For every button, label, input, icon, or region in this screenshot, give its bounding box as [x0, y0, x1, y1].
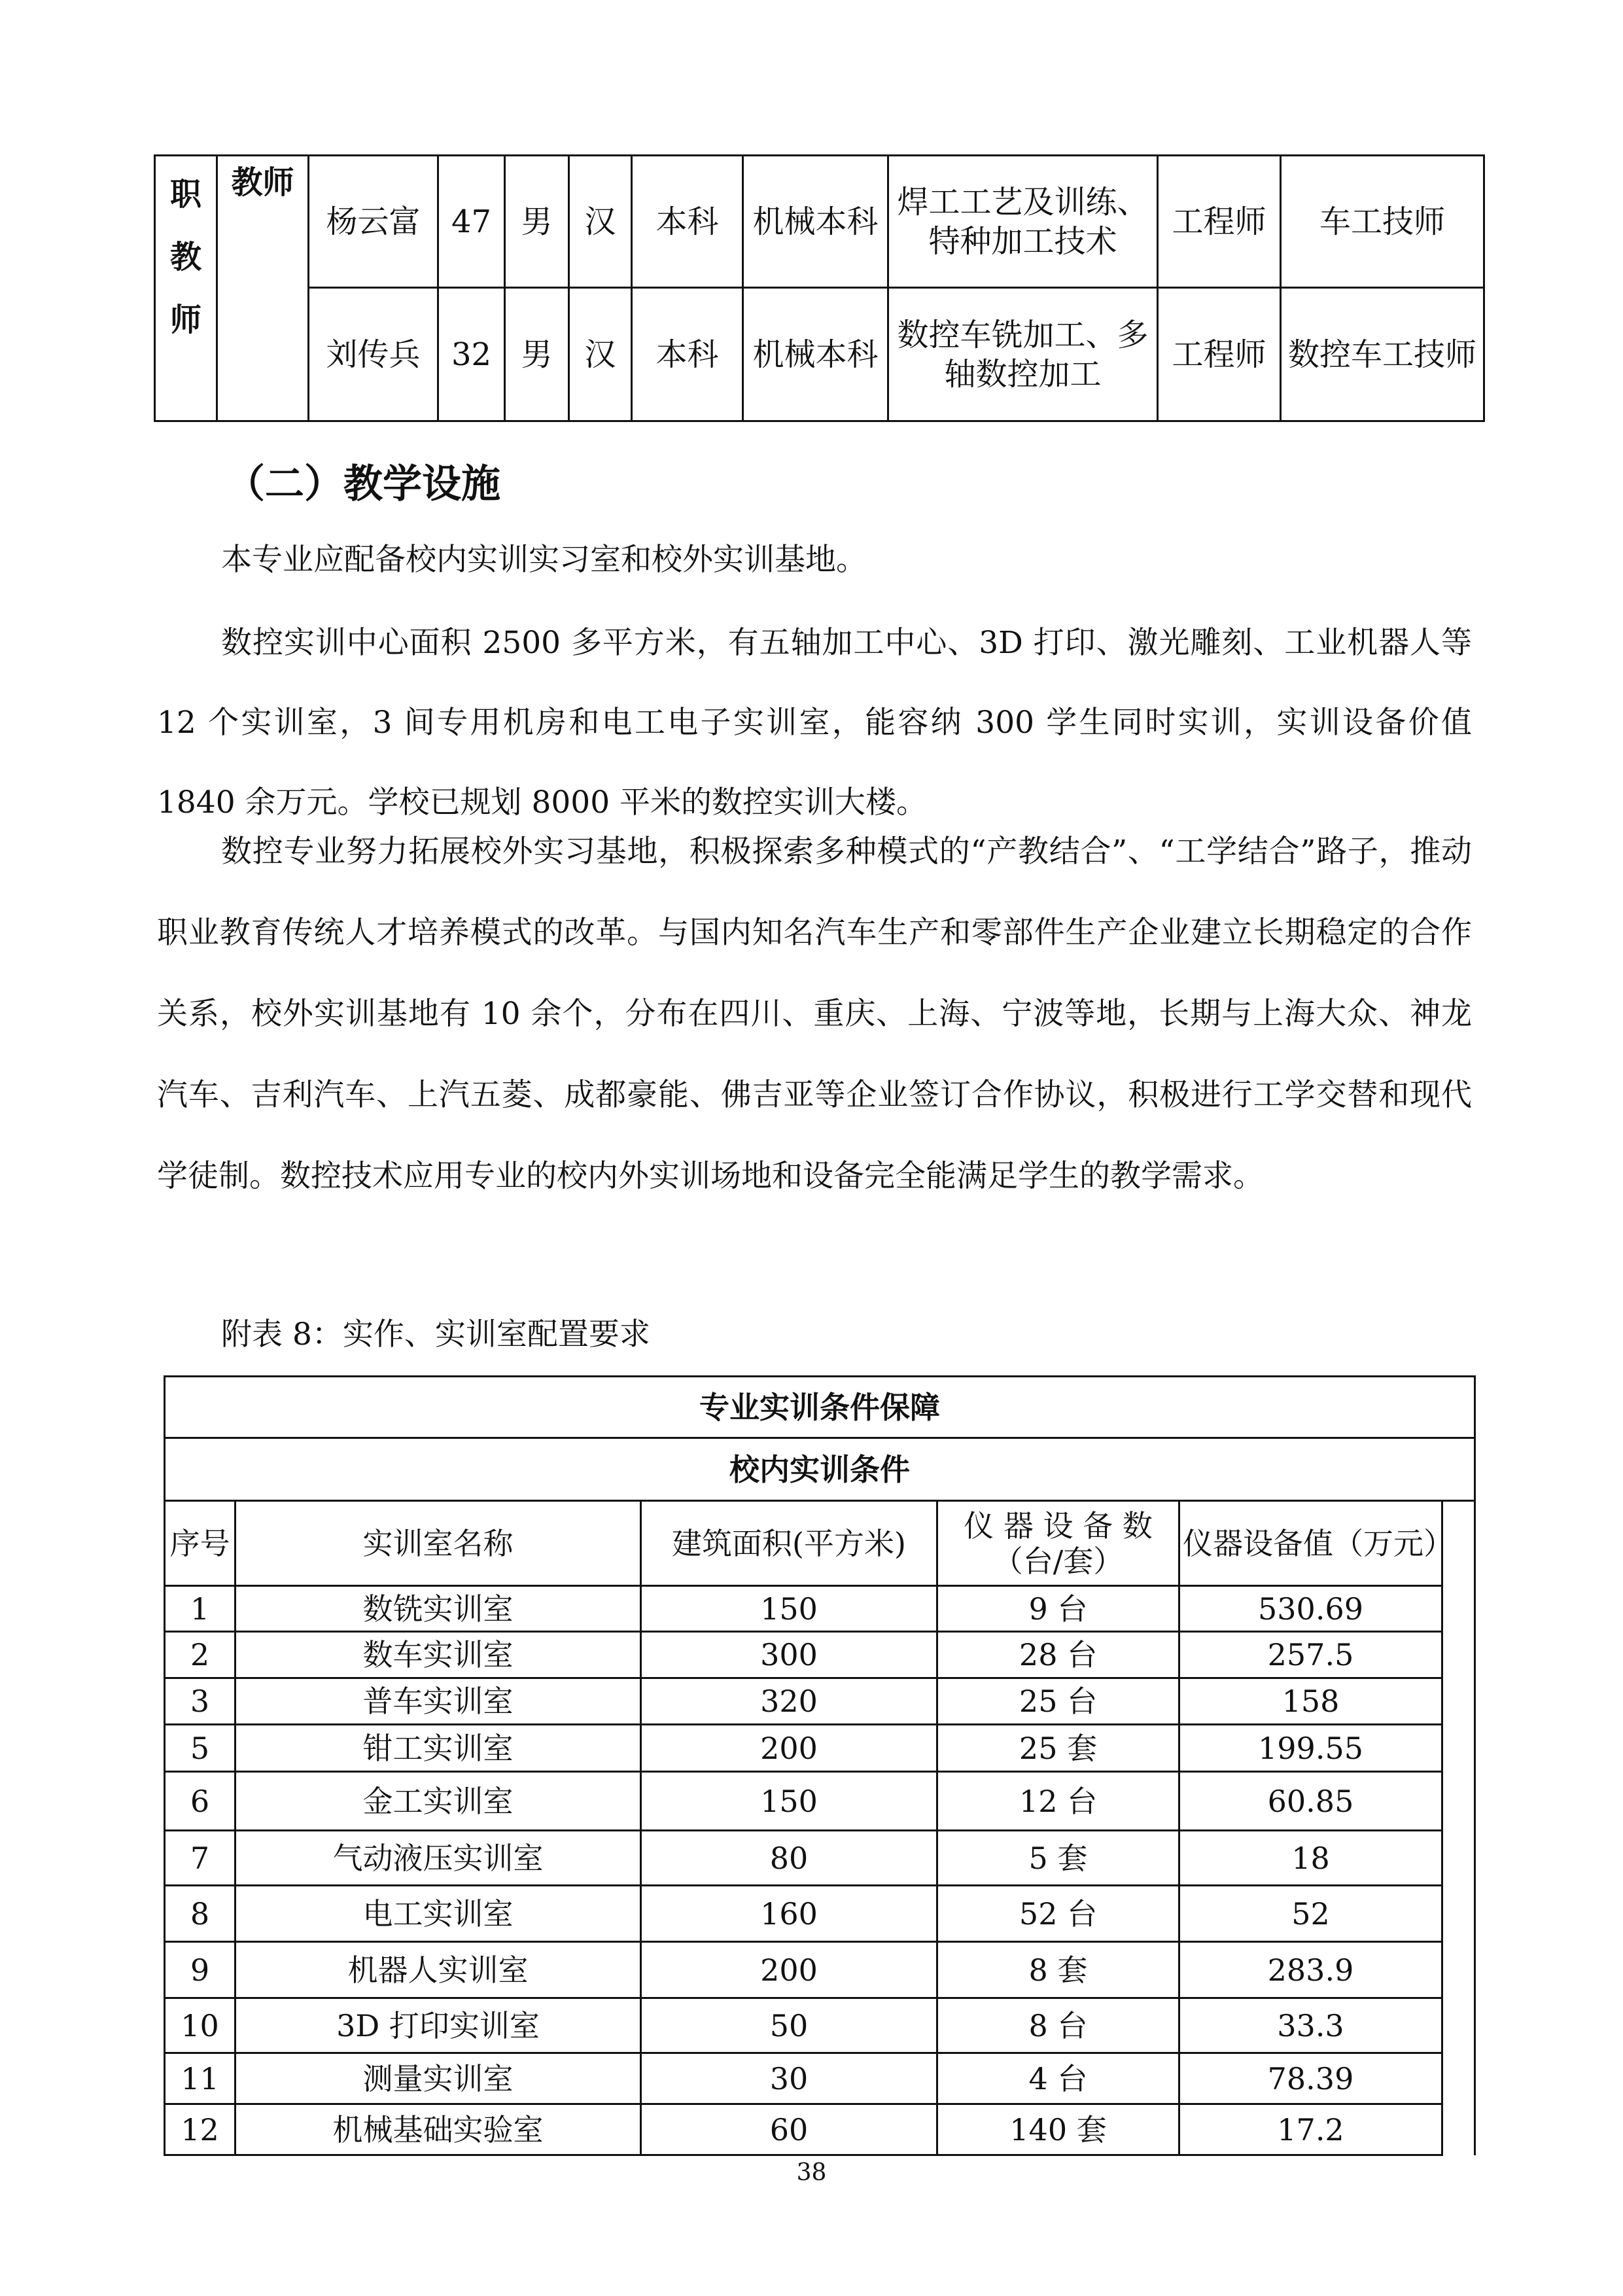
table-caption: 附表 8：实作、实训室配置要求 [221, 1316, 650, 1352]
teacher-education: 本科 [632, 288, 743, 421]
column-header: 仪器设备值（万元） [1179, 1501, 1442, 1586]
cell-equipment-value: 257.5 [1179, 1632, 1442, 1678]
cell-room-name: 气动液压实训室 [236, 1831, 641, 1886]
facility-table [164, 1375, 1476, 2156]
category-char: 教 [169, 239, 201, 275]
paragraph: 数控实训中心面积 2500 多平方米，有五轴加工中心、3D 打印、激光雕刻、工业机器人等 12 个实训室，3 间专用机房和电工电子实训室，能容纳 300 学生同时实训，实训设备价值 1840 余万元。学校已规划 8000 平米的数控实训大楼。 [157, 625, 1472, 821]
cell-equipment-value: 283.9 [1179, 1942, 1442, 1998]
column-header: 序号 [165, 1501, 236, 1586]
teacher-courses: 数控车铣加工、多轴数控加工 [888, 288, 1158, 421]
table-row [165, 1886, 1475, 1942]
cell-area: 60 [641, 2104, 937, 2155]
teacher-courses: 焊工工艺及训练、特种加工技术 [888, 156, 1158, 288]
column-header: 建筑面积(平方米) [641, 1501, 937, 1586]
cell-equipment-value: 199.55 [1179, 1725, 1442, 1772]
table-row [165, 1831, 1475, 1886]
cell-equipment-value: 60.85 [1179, 1772, 1442, 1831]
cell-equipment-value: 33.3 [1179, 1998, 1442, 2053]
teacher-age: 32 [438, 288, 505, 421]
cell-area: 200 [641, 1942, 937, 1998]
cell-room-name: 数车实训室 [236, 1632, 641, 1678]
cell-equipment-count: 8 台 [937, 1998, 1179, 2053]
cell-area: 150 [641, 1772, 937, 1831]
table-row [165, 2053, 1475, 2104]
cell-equipment-value: 158 [1179, 1678, 1442, 1725]
cell-equipment-count: 8 套 [937, 1942, 1179, 1998]
cell-index: 9 [165, 1942, 236, 1998]
teacher-major: 机械本科 [743, 156, 888, 288]
cell-index: 8 [165, 1886, 236, 1942]
category-char: 师 [169, 302, 201, 338]
paragraph: 数控专业努力拓展校外实习基地，积极探索多种模式的“产教结合”、“工学结合”路子，推动职业教育传统人才培养模式的改革。与国内知名汽车生产和零部件生产企业建立长期稳定的合作关系，校外实训基地有 10 余个，分布在四川、重庆、上海、宁波等地，长期与上海大众、神龙汽车、吉利汽车、上汽五菱、成都豪能、佛吉亚等企业签订合作协议，积极进行工学交替和现代学徒制。数控技术应用专业的校内外实训场地和设备完全能满足学生的教学需求。 [157, 834, 1472, 1194]
table-subtitle-row [165, 1438, 1475, 1501]
teacher-gender: 男 [505, 288, 569, 421]
teacher-major: 机械本科 [743, 288, 888, 421]
teacher-education: 本科 [632, 156, 743, 288]
page-number: 38 [796, 2159, 827, 2186]
cell-index: 1 [165, 1586, 236, 1632]
table-title-row [165, 1377, 1475, 1438]
teacher-row [155, 288, 1484, 421]
column-header-row [165, 1501, 1475, 1586]
paragraph: 本专业应配备校内实训实习室和校外实训基地。 [221, 542, 867, 578]
table-row [165, 1942, 1475, 1998]
category-cell [155, 156, 217, 421]
cell-area: 30 [641, 2053, 937, 2104]
cell-area: 320 [641, 1678, 937, 1725]
section-heading: （二）教学设施 [226, 461, 500, 507]
teacher-ethnicity: 汉 [569, 288, 632, 421]
cell-area: 160 [641, 1886, 937, 1942]
teacher-certificate: 数控车工技师 [1281, 288, 1484, 421]
cell-room-name: 金工实训室 [236, 1772, 641, 1831]
table-subtitle: 校内实训条件 [165, 1438, 1475, 1501]
cell-equipment-value: 530.69 [1179, 1586, 1442, 1632]
cell-index: 5 [165, 1725, 236, 1772]
subcategory-cell: 教师 [217, 156, 309, 421]
teacher-name: 杨云富 [309, 156, 438, 288]
cell-area: 200 [641, 1725, 937, 1772]
cell-index: 7 [165, 1831, 236, 1886]
table-row [165, 1678, 1475, 1725]
teacher-certificate: 车工技师 [1281, 156, 1484, 288]
column-header: 实训室名称 [236, 1501, 641, 1586]
cell-index: 12 [165, 2104, 236, 2155]
cell-equipment-count: 52 台 [937, 1886, 1179, 1942]
table-row [165, 1772, 1475, 1831]
cell-room-name: 测量实训室 [236, 2053, 641, 2104]
column-header: 仪 器 设 备 数（台/套） [937, 1501, 1179, 1586]
cell-equipment-count: 25 台 [937, 1678, 1179, 1725]
cell-room-name: 3D 打印实训室 [236, 1998, 641, 2053]
cell-area: 50 [641, 1998, 937, 2053]
cell-index: 6 [165, 1772, 236, 1831]
cell-equipment-value: 78.39 [1179, 2053, 1442, 2104]
teacher-gender: 男 [505, 156, 569, 288]
cell-equipment-value: 52 [1179, 1886, 1442, 1942]
teacher-title: 工程师 [1158, 288, 1281, 421]
cell-room-name: 数铣实训室 [236, 1586, 641, 1632]
cell-equipment-count: 28 台 [937, 1632, 1179, 1678]
cell-index: 11 [165, 2053, 236, 2104]
teacher-title: 工程师 [1158, 156, 1281, 288]
cell-room-name: 电工实训室 [236, 1886, 641, 1942]
cell-room-name: 机器人实训室 [236, 1942, 641, 1998]
teacher-row [155, 156, 1484, 288]
teacher-ethnicity: 汉 [569, 156, 632, 288]
cell-equipment-count: 4 台 [937, 2053, 1179, 2104]
cell-equipment-count: 5 套 [937, 1831, 1179, 1886]
table-row [165, 1998, 1475, 2053]
cell-room-name: 普车实训室 [236, 1678, 641, 1725]
cell-index: 3 [165, 1678, 236, 1725]
cell-equipment-value: 17.2 [1179, 2104, 1442, 2155]
table-title: 专业实训条件保障 [165, 1377, 1475, 1438]
cell-room-name: 钳工实训室 [236, 1725, 641, 1772]
cell-equipment-count: 25 套 [937, 1725, 1179, 1772]
cell-index: 10 [165, 1998, 236, 2053]
blank-column [1442, 1501, 1475, 2155]
teacher-table [154, 154, 1485, 422]
table-row [165, 1586, 1475, 1632]
cell-area: 150 [641, 1586, 937, 1632]
table-row [165, 1725, 1475, 1772]
cell-equipment-value: 18 [1179, 1831, 1442, 1886]
cell-area: 80 [641, 1831, 937, 1886]
cell-equipment-count: 140 套 [937, 2104, 1179, 2155]
category-char: 职 [169, 176, 201, 213]
cell-index: 2 [165, 1632, 236, 1678]
cell-equipment-count: 12 台 [937, 1772, 1179, 1831]
teacher-name: 刘传兵 [309, 288, 438, 421]
table-row [165, 1632, 1475, 1678]
cell-equipment-count: 9 台 [937, 1586, 1179, 1632]
cell-area: 300 [641, 1632, 937, 1678]
table-row [165, 2104, 1475, 2155]
cell-room-name: 机械基础实验室 [236, 2104, 641, 2155]
teacher-age: 47 [438, 156, 505, 288]
